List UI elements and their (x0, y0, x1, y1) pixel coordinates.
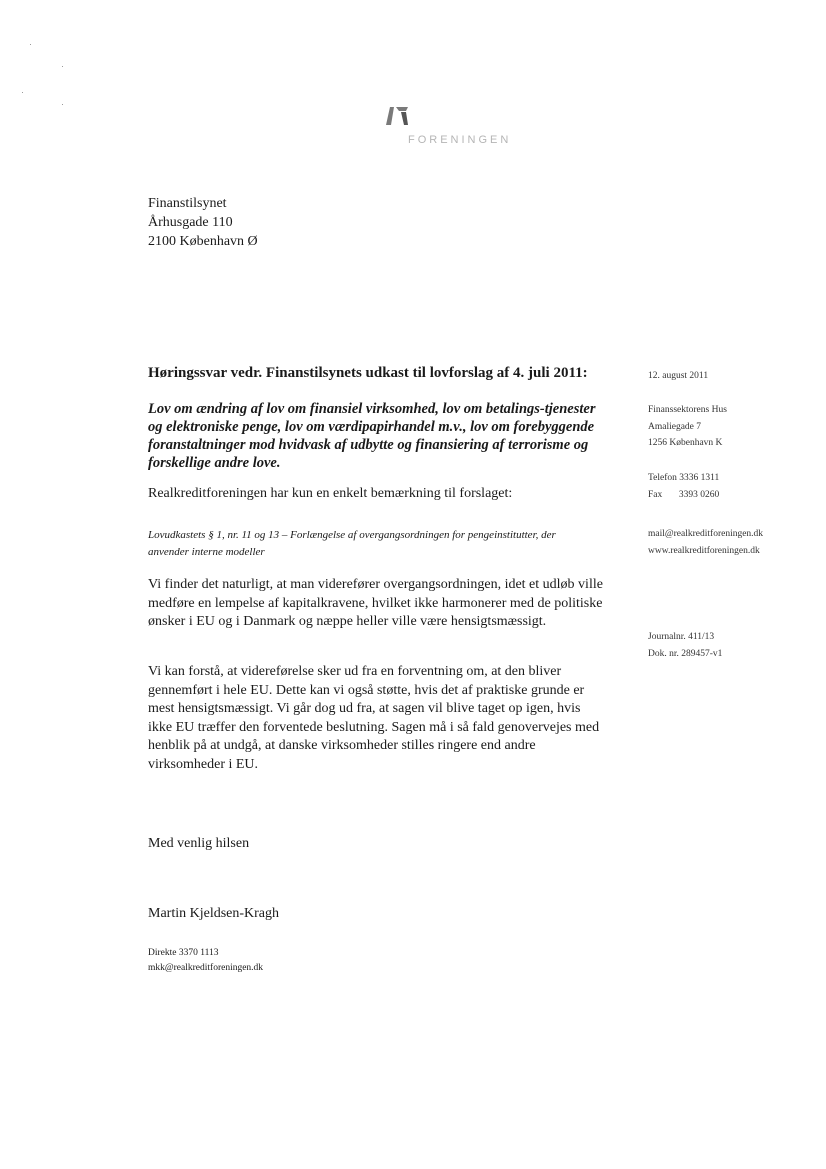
letter-date: 12. august 2011 (648, 371, 709, 381)
journal-number: Journalnr. 411/13 (648, 632, 715, 642)
signer-contact (148, 946, 263, 976)
signer-email: mkk@realkreditforeningen.dk (148, 963, 264, 973)
sender-building: Finanssektorens Hus (648, 405, 727, 415)
document-number: Dok. nr. 289457-v1 (648, 648, 723, 659)
recipient-name: Finanstilsynet (148, 196, 227, 211)
intro-text: Realkreditforeningen har kun en enkelt bemærkning til forslaget: (148, 486, 513, 501)
sender-website: www.realkreditforeningen.dk (648, 545, 760, 556)
letter-subtitle: Lov om ændring af lov om finansiel virksomhed, lov om betalings-tjenester og elektroniske penge, lov om værdipapirhandel m.v., lov om forebyggende foranstaltninger mod hvidvask af udbytte og finansiering af terrorisme og forskellige andre love. (148, 401, 596, 471)
sender-online (648, 526, 763, 559)
signer-name: Martin Kjeldsen-Kragh (148, 906, 280, 921)
journal-info (648, 629, 722, 662)
sender-fax: Fax 3393 0260 (648, 489, 720, 500)
recipient-street: Århusgade 110 (148, 215, 233, 230)
scan-speck (22, 92, 23, 93)
recipient-address (148, 194, 258, 251)
sender-city: 1256 København K (648, 438, 723, 448)
body-paragraph-2: Vi kan forstå, at videreførelse sker ud fra en forventning om, at den bliver gennemført i hele EU. Dette kan vi også støtte, hvis det af praktiske grunde er mest hensigtsmæssigt. Vi går dog ud fra, at sagen vil blive taget op igen, hvis ikke EU træffer den forventede beslutning. Sagen må i så fald genovervejes med henblik på at undgå, at danske virksomheder stilles ringere end andre virksomheder i EU. (148, 664, 600, 772)
recipient-city: 2100 København Ø (148, 234, 258, 249)
signer-phone: Direkte 3370 1113 (148, 948, 219, 958)
scan-speck (62, 104, 63, 105)
scan-speck (30, 44, 31, 45)
sender-address (648, 402, 727, 452)
sender-phone: Telefon 3336 1311 (648, 473, 720, 483)
sender-street: Amaliegade 7 (648, 421, 702, 432)
reference-heading: Lovudkastets § 1, nr. 11 og 13 – Forlængelse af overgangsordningen for pengeinstitutter, der anvender interne modeller (148, 529, 556, 558)
sender-email: mail@realkreditforeningen.dk (648, 529, 764, 539)
body-paragraph-1: Vi finder det naturligt, at man viderefører overgangsordningen, idet et udløb ville medføre en lempelse af kapitalkravene, hvilket ikke harmonerer med de politiske ønsker i EU og i Danmark og næppe heller ville være hensigtsmæssigt. (148, 577, 603, 629)
org-logo-mark-icon (384, 103, 410, 127)
logo-text: FORENINGEN (408, 134, 512, 146)
sender-phone-fax (648, 470, 719, 503)
closing-salutation: Med venlig hilsen (148, 836, 250, 851)
letter-subject: Høringssvar vedr. Finanstilsynets udkast til lovforslag af 4. juli 2011: (148, 365, 588, 381)
scan-speck (62, 66, 63, 67)
